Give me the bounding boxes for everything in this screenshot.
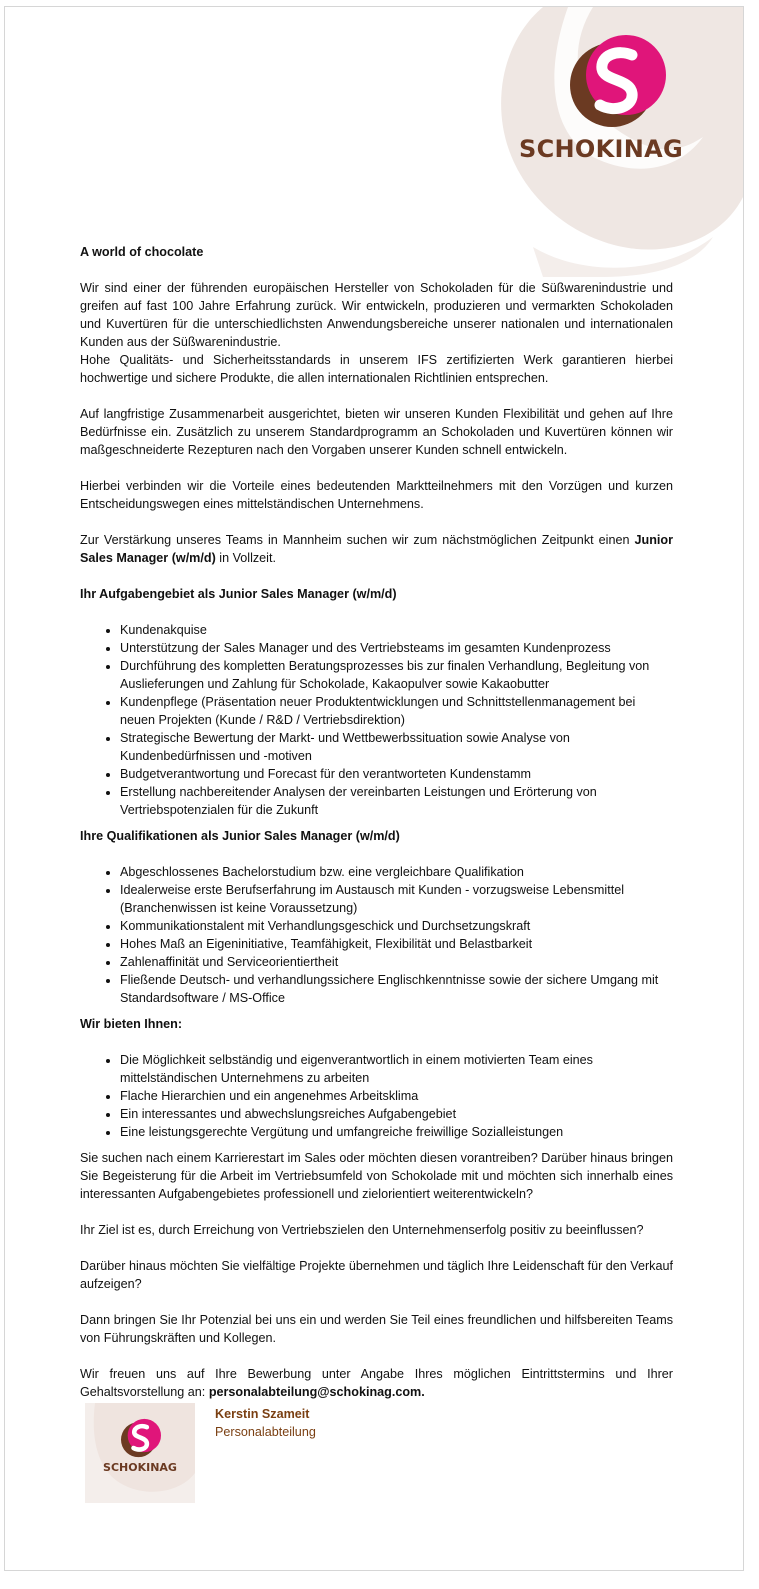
- footer-logo-wordmark: SCHOKINAG: [103, 1461, 177, 1474]
- list-item: • Ein interessantes und abwechslungsreiches Aufgabengebiet: [120, 1105, 673, 1123]
- contact-person: [215, 1405, 316, 1441]
- list-item: • Hohes Maß an Eigeninitiative, Teamfähigkeit, Flexibilität und Belastbarkeit: [120, 935, 673, 953]
- position-text-pre: Zur Verstärkung unseres Teams in Mannheim suchen wir zum nächstmöglichen Zeitpunkt einen: [80, 533, 635, 547]
- intro-paragraph-quality: Hohe Qualitäts- und Sicherheitsstandards in unserem IFS zertifizierten Werk garantieren hierbei hochwertige und sichere Produkte, die allen internationalen Richtlinien entsprechen.: [80, 353, 673, 385]
- list-item: • Unterstützung der Sales Manager und des Vertriebsteams im gesamten Kundenprozess: [120, 639, 673, 657]
- qualifications-list: [80, 863, 673, 1007]
- position-title: Junior Sales Manager (w/m/d): [80, 533, 673, 565]
- list-item: • Zahlenaffinität und Serviceorientiertheit: [120, 953, 673, 971]
- list-item: • Flache Hierarchien und ein angenehmes Arbeitsklima: [120, 1087, 673, 1105]
- intro-paragraph: Wir sind einer der führenden europäischen Hersteller von Schokoladen für die Süßwarenindustrie und greifen auf fast 100 Jahre Erfahrung zurück. Wir entwickeln, produzieren und vermarkten Schokoladen und Kuvertüren für die unterschiedlichsten Anwendungsbereiche unserer nationalen und internationalen Kunden aus der Süßwarenindustrie.: [80, 281, 673, 349]
- application-text: Wir freuen uns auf Ihre Bewerbung unter Angabe Ihres möglichen Eintrittstermins und Ihrer Gehaltsvorstellung an:: [80, 1367, 673, 1399]
- logo-wordmark: SCHOKINAG: [519, 135, 683, 163]
- list-item: • Idealerweise erste Berufserfahrung im Austausch mit Kunden - vorzugsweise Lebensmittel (Branchenwissen ist keine Voraussetzung): [120, 881, 673, 917]
- list-item: • Kundenpflege (Präsentation neuer Produktentwicklungen und Schnittstellenmanagement bei neuen Projekten (Kunde / R&D / Vertriebsdirektion): [120, 693, 673, 729]
- contact-name: Kerstin Szameit: [215, 1407, 310, 1421]
- offer-list: [80, 1051, 673, 1141]
- company-logo: [515, 33, 687, 183]
- list-item: • Budgetverantwortung und Forecast für den verantworteten Kundenstamm: [120, 765, 673, 783]
- tasks-heading: Ihr Aufgabengebiet als Junior Sales Manager (w/m/d): [80, 587, 397, 601]
- list-item: • Kommunikationstalent mit Verhandlungsgeschick und Durchsetzungskraft: [120, 917, 673, 935]
- partnership-paragraph: Auf langfristige Zusammenarbeit ausgerichtet, bieten wir unseren Kunden Flexibilität und gehen auf Ihre Bedürfnisse ein. Zusätzlich zu unserem Standardprogramm an Schokoladen und Kuvertüren können wir maßgeschneiderte Rezepturen nach den Vorgaben unserer Kunden schnell entwickeln.: [80, 407, 673, 457]
- email-link[interactable]: personalabteilung@schokinag.com.: [208, 1385, 425, 1399]
- closing-paragraph-projects: Darüber hinaus möchten Sie vielfältige Projekte übernehmen und täglich Ihre Leidenschaft für den Verkauf aufzeigen?: [80, 1259, 673, 1291]
- list-item: • Fließende Deutsch- und verhandlungssichere Englischkenntnisse sowie der sichere Umgang mit Standardsoftware / MS-Office: [120, 971, 673, 1007]
- list-item: • Durchführung des kompletten Beratungsprozesses bis zur finalen Verhandlung, Begleitung von Auslieferungen und Zahlung für Schokolade, Kakaopulver sowie Kakaobutter: [120, 657, 673, 693]
- list-item: • Die Möglichkeit selbständig und eigenverantwortlich in einem motivierten Team eines mittelständischen Unternehmens zu arbeiten: [120, 1051, 673, 1087]
- list-item: • Strategische Bewertung der Markt- und Wettbewerbssituation sowie Analyse von Kundenbedürfnissen und -motiven: [120, 729, 673, 765]
- list-item: • Abgeschlossenes Bachelorstudium bzw. eine vergleichbare Qualifikation: [120, 863, 673, 881]
- position-text-post: in Vollzeit.: [215, 551, 276, 565]
- application-paragraph: [80, 1365, 673, 1401]
- intro-heading: A world of chocolate: [80, 245, 204, 259]
- offer-heading: Wir bieten Ihnen:: [80, 1017, 183, 1031]
- closing-paragraph-career: Sie suchen nach einem Karrierestart im Sales oder möchten diesen vorantreiben? Darüber hinaus bringen Sie Begeisterung für die Arbeit im Vertriebsumfeld von Schokolade mit und möchten sich innerhalb eines interessanten Aufgabengebietes professionell und zielorientiert weiterentwickeln?: [80, 1151, 673, 1201]
- advantages-paragraph: Hierbei verbinden wir die Vorteile eines bedeutenden Marktteilnehmers mit den Vorzügen und kurzen Entscheidungswegen eines mittelständischen Unternehmens.: [80, 479, 673, 511]
- closing-paragraph-goal: Ihr Ziel ist es, durch Erreichung von Vertriebszielen den Unternehmenserfolg positiv zu beeinflussen?: [80, 1223, 644, 1237]
- main-content: [80, 243, 673, 1419]
- logo-s-mark-icon: [570, 33, 666, 129]
- list-item: • Eine leistungsgerechte Vergütung und umfangreiche freiwillige Sozialleistungen: [120, 1123, 673, 1141]
- closing-paragraph-team: Dann bringen Sie Ihr Potenzial bei uns ein und werden Sie Teil eines freundlichen und hilfsbereiten Teams von Führungskräften und Kollegen.: [80, 1313, 673, 1345]
- tasks-list: [80, 621, 673, 819]
- position-paragraph: [80, 531, 673, 567]
- list-item: • Kundenakquise: [120, 621, 673, 639]
- list-item: • Erstellung nachbereitender Analysen der vereinbarten Leistungen und Erörterung von Vertriebspotenzialen für die Zukunft: [120, 783, 673, 819]
- signature-block: [85, 1403, 685, 1513]
- contact-department: Personalabteilung: [215, 1425, 316, 1439]
- qualifications-heading: Ihre Qualifikationen als Junior Sales Manager (w/m/d): [80, 829, 400, 843]
- job-ad-frame: [4, 6, 744, 1571]
- footer-logo-s-mark-icon: [121, 1418, 161, 1458]
